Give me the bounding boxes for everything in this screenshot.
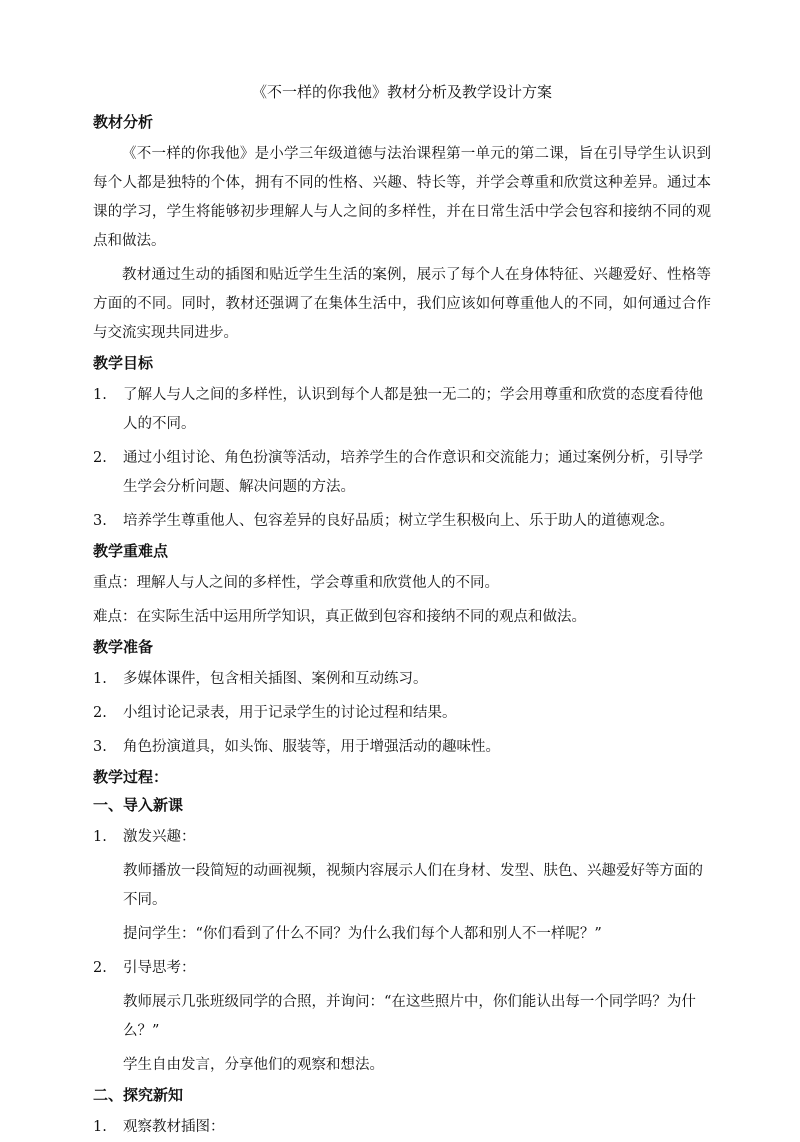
section-1-step-1 xyxy=(93,823,711,852)
prep-item-2 xyxy=(93,699,711,728)
section-1-step-1-line-2: 提问学生：“你们看到了什么不同？为什么我们每个人都和别人不一样呢？” xyxy=(123,926,602,942)
keypoint-focus: 重点：理解人与人之间的多样性，学会尊重和欣赏他人的不同。 xyxy=(93,575,499,591)
analysis-heading: 教材分析 xyxy=(93,113,154,131)
section-1-step-2-line-1: 教师展示几张班级同学的合照，并询问：“在这些照片中，你们能认出每一个同学吗？为什么？” xyxy=(123,994,696,1039)
keypoint-difficulty: 难点：在实际生活中运用所学知识，真正做到包容和接纳不同的观点和做法。 xyxy=(93,609,586,625)
section-1-step-1-number: 1. xyxy=(93,829,107,845)
keypoints-heading: 教学重难点 xyxy=(93,542,169,560)
section-2-step-1 xyxy=(93,1113,711,1142)
section-2-step-1-number: 1. xyxy=(93,1119,107,1135)
prep-item-3-number: 3. xyxy=(93,739,107,755)
prep-item-1 xyxy=(93,665,711,694)
prep-item-3-text: 角色扮演道具，如头饰、服装等，用于增强活动的趣味性。 xyxy=(123,739,500,755)
goal-item-3-number: 3. xyxy=(93,513,107,529)
section-2-step-1-label: 观察教材插图： xyxy=(123,1119,225,1135)
section-1-step-2-label: 引导思考： xyxy=(123,960,196,976)
document-title: 《不一样的你我他》教材分析及教学设计方案 xyxy=(251,83,552,101)
goal-item-2-text: 通过小组讨论、角色扮演等活动，培养学生的合作意识和交流能力；通过案例分析，引导学生学会分析问题、解决问题的方法。 xyxy=(123,450,703,495)
section-1-step-2 xyxy=(93,954,711,983)
prep-item-2-number: 2. xyxy=(93,705,107,721)
goal-item-2-number: 2. xyxy=(93,450,107,466)
goals-heading: 教学目标 xyxy=(93,354,154,372)
prep-heading: 教学准备 xyxy=(93,638,154,656)
section-1-step-2-line-2: 学生自由发言，分享他们的观察和想法。 xyxy=(123,1057,384,1073)
prep-item-2-text: 小组讨论记录表，用于记录学生的讨论过程和结果。 xyxy=(123,705,457,721)
section-1-heading: 一、导入新课 xyxy=(93,796,184,814)
goal-item-1-text: 了解人与人之间的多样性，认识到每个人都是独一无二的；学会用尊重和欣赏的态度看待他人的不同。 xyxy=(123,387,703,432)
prep-item-1-number: 1. xyxy=(93,671,107,687)
goal-item-1-number: 1. xyxy=(93,387,107,403)
analysis-paragraph-2: 教材通过生动的插图和贴近学生生活的案例，展示了每个人在身体特征、兴趣爱好、性格等方面的不同。同时，教材还强调了在集体生活中，我们应该如何尊重他人的不同，如何通过合作与交流实现共同进步。 xyxy=(93,267,711,341)
goal-item-2 xyxy=(93,444,711,502)
prep-item-3 xyxy=(93,733,711,762)
section-2-heading: 二、探究新知 xyxy=(93,1086,184,1104)
goal-item-1 xyxy=(93,381,711,439)
prep-item-1-text: 多媒体课件，包含相关插图、案例和互动练习。 xyxy=(123,671,428,687)
goal-item-3-text: 培养学生尊重他人、包容差异的良好品质；树立学生积极向上、乐于助人的道德观念。 xyxy=(123,513,674,529)
section-1-step-2-number: 2. xyxy=(93,960,107,976)
goal-item-3 xyxy=(93,507,711,536)
process-heading: 教学过程： xyxy=(93,768,169,786)
section-1-step-1-label: 激发兴趣： xyxy=(123,829,196,845)
analysis-paragraph-1: 《不一样的你我他》是小学三年级道德与法治课程第一单元的第二课，旨在引导学生认识到每个人都是独特的个体，拥有不同的性格、兴趣、特长等，并学会尊重和欣赏这种差异。通过本课的学习，学生将能够初步理解人与人之间的多样性，并在日常生活中学会包容和接纳不同的观点和做法。 xyxy=(93,146,711,249)
section-1-step-1-line-1: 教师播放一段简短的动画视频，视频内容展示人们在身材、发型、肤色、兴趣爱好等方面的不同。 xyxy=(123,863,703,908)
